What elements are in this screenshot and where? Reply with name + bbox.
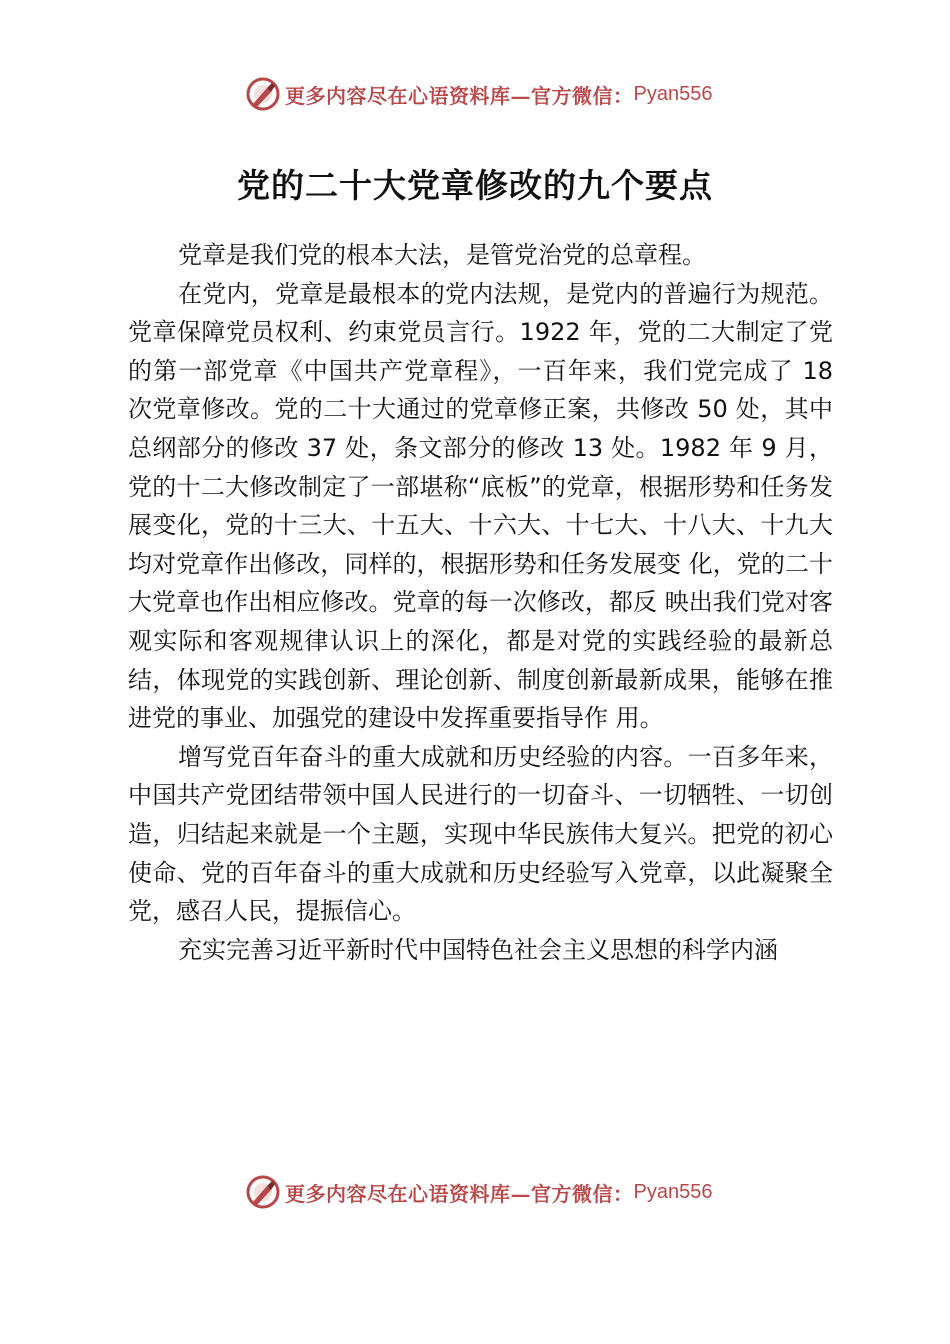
paragraph-3: 增写党百年奋斗的重大成就和历史经验的内容。一百多年来，中国共产党团结带领中国人民进行的一切奋斗、一切牺牲、一切创造，归结起来就是一个主题，实现中华民族伟大复兴。把党的初心使命、党的百年奋斗的重大成就和历史经验写入党章，以此凝聚全党，感召人民，提振信心。 (128, 742, 833, 926)
header-wechat-id: Pyan556 (633, 82, 713, 105)
pen-nib-logo-icon (245, 76, 281, 112)
pen-nib-logo-icon (245, 1174, 281, 1210)
header-banner-text: 更多内容尽在心语资料库—官方微信： (285, 83, 634, 108)
paragraph-2: 在党内，党章是最根本的党内法规，是党内的普遍行为规范。党章保障党员权利、约束党员言行。1922 年，党的二大制定了党的第一部党章《中国共产党章程》，一百年来，我们党完成了 18 次党章修改。党的二十大通过的党章修正案，共修改 50 处，其中总纲部分的修改 37 处，条文部分的修改 13 处。1982 年 9 月，党的十二大修改制定了一部堪称“底板”的党章，根据形势和任务发展变化，党的十三大、十五大、十六大、十七大、十八大、十九大均对党章作出修改，同样的，根据形势和任务发展变 化，党的二十大党章也作出相应修改。党章的每一次修改，都反 映出我们党对客观实际和客观规律认识上的深化，都是对党的实践经验的最新总结，体现党的实践创新、理论创新、制度创新最新成果，能够在推进党的事业、加强党的建设中发挥重要指导作 用。 (128, 279, 833, 733)
footer-banner (245, 1172, 712, 1212)
paragraph-4: 充实完善习近平新时代中国特色社会主义思想的科学内涵 (178, 935, 778, 964)
header-banner (245, 74, 712, 114)
paragraph-1: 党章是我们党的根本大法，是管党治党的总章程。 (178, 241, 706, 269)
document-body (128, 236, 833, 969)
page-title: 党的二十大党章修改的九个要点 (237, 166, 713, 205)
footer-wechat-id: Pyan556 (633, 1180, 713, 1203)
footer-banner-text: 更多内容尽在心语资料库—官方微信： (285, 1181, 634, 1206)
